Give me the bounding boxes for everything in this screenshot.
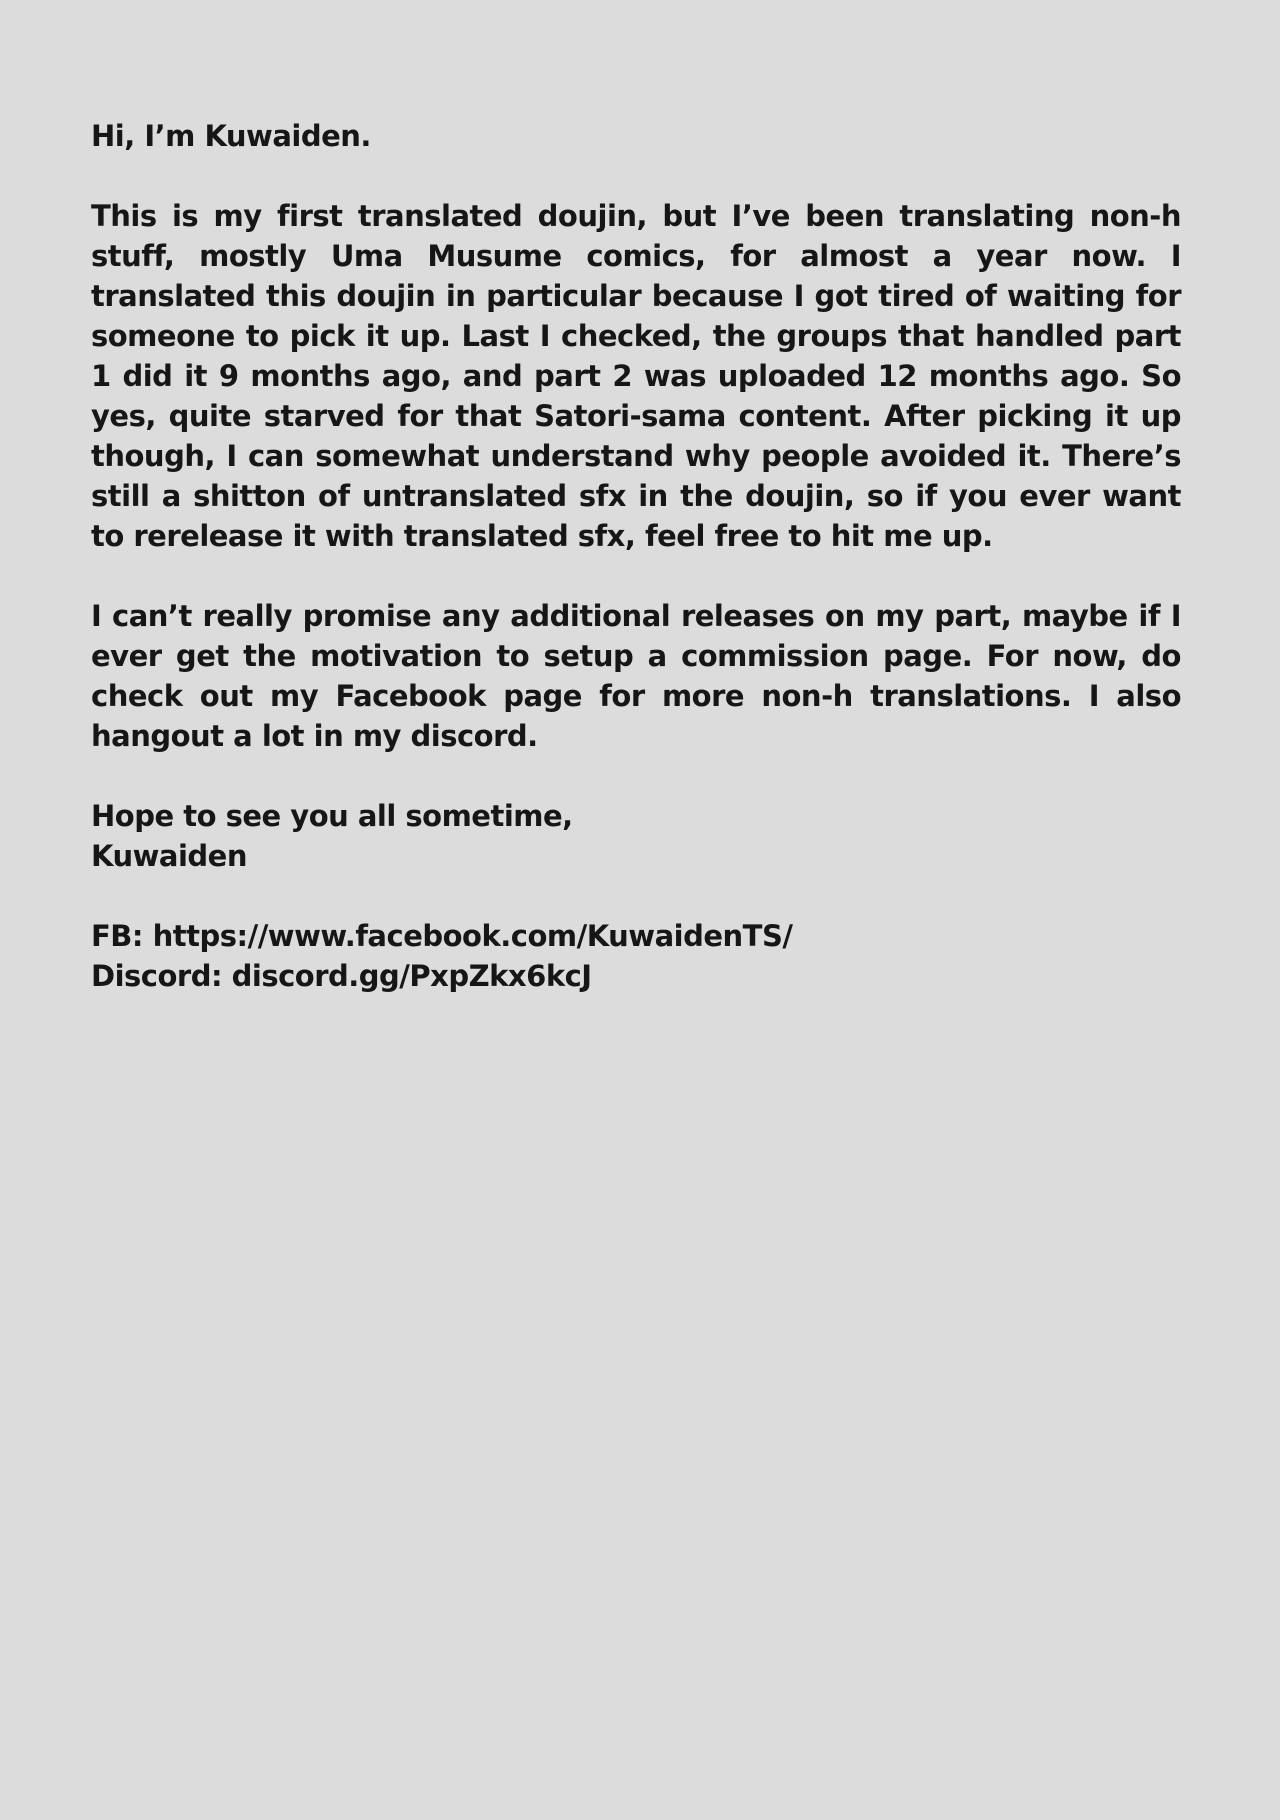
contact-links (91, 916, 1181, 996)
translator-note (91, 116, 1181, 1036)
paragraph-releases: I can’t really promise any additional releases on my part, maybe if I ever get the motivation to setup a commission page. For now, do check out my Facebook page for more non-h translations. I also hangout a lot in my discord. (91, 599, 1181, 753)
facebook-link[interactable]: FB: https://www.facebook.com/KuwaidenTS/ (91, 919, 793, 953)
discord-link[interactable]: Discord: discord.gg/PxpZkx6kcJ (91, 959, 592, 993)
signoff (91, 796, 1181, 876)
greeting: Hi, I’m Kuwaiden. (91, 119, 371, 153)
signoff-line: Hope to see you all sometime, (91, 799, 573, 833)
paragraph-intro: This is my first translated doujin, but I’ve been translating non-h stuff, mostly Uma Musume comics, for almost a year now. I translated this doujin in particular because I got tired of waiting for someone to pick it up. Last I checked, the groups that handled part 1 did it 9 months ago, and part 2 was uploaded 12 months ago. So yes, quite starved for that Satori-sama content. After picking it up though, I can somewhat understand why people avoided it. There’s still a shitton of untranslated sfx in the doujin, so if you ever want to rerelease it with translated sfx, feel free to hit me up. (91, 199, 1181, 553)
signoff-name: Kuwaiden (91, 839, 247, 873)
